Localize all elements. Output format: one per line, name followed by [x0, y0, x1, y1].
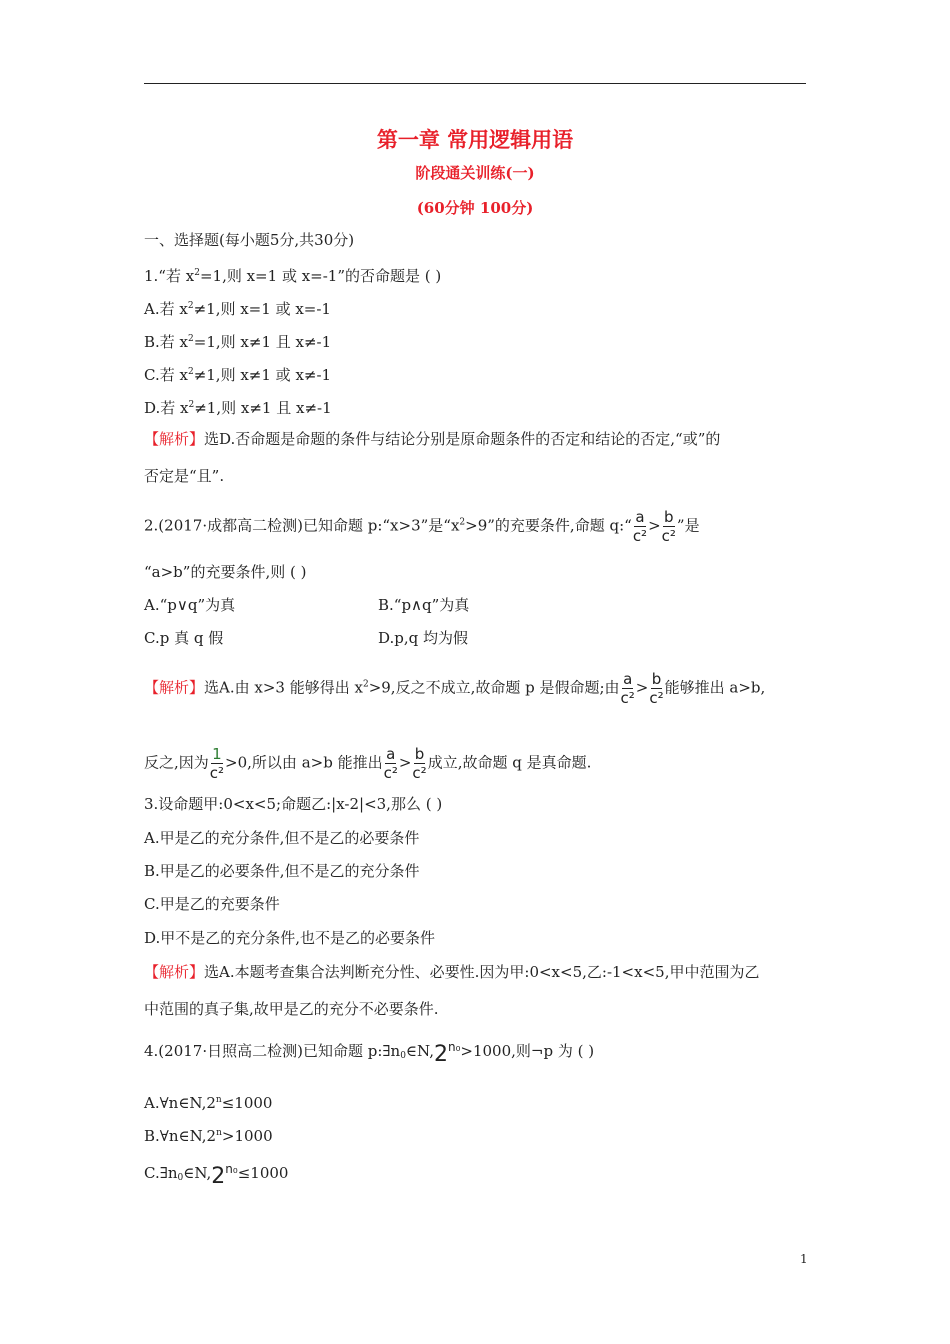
fraction-a-over-c2: $\frac{a}{\text{c²}}$	[620, 670, 635, 707]
fraction-1-over-c2: $\frac{1}{\text{c²}}$	[209, 745, 225, 782]
q1-option-c: C.若 $x^2\ne 1$,则 x≠1 或 x≠-1	[144, 366, 332, 384]
fraction-b-over-c2: $\frac{b}{\text{c²}}$	[649, 670, 664, 707]
q4-option-c: $C.\exists n0\in N,2^{n_0}\le 1000$	[144, 1162, 289, 1189]
power-2-n0: $2^{n_0}$	[433, 1040, 461, 1067]
q2-stem-line1: 2.(2017·成都高二检测)已知命题 p:“x>3”是“$x^2>9$”的充要条件,命题 q:“ $\frac{a}{\text{c²}}$ > $\frac{b}{\text{c²}}$ ”是	[144, 508, 700, 545]
fraction-a-over-c2: $\frac{a}{\text{c²}}$	[632, 508, 648, 545]
q2-option-c: C.p 真 q 假	[144, 629, 224, 647]
fraction-b-over-c2: $\frac{b}{\text{c²}}$	[412, 745, 427, 782]
fraction-a-over-c2: $\frac{a}{\text{c²}}$	[383, 745, 398, 782]
q3-stem: 3.设命题甲:0<x<5;命题乙:|x-2|<3,那么 ( )	[144, 795, 443, 813]
q2-stem-line2: “a>b”的充要条件,则 ( )	[144, 563, 307, 581]
q3-option-a: A.甲是乙的充分条件,但不是乙的必要条件	[144, 829, 420, 847]
q4-stem: 4.(2017·日照高二检测)已知命题 $p:\exists n0\in N,2^{n_0}>1000$,则¬p 为 ( )	[144, 1040, 595, 1067]
q3-option-c: C.甲是乙的充要条件	[144, 895, 280, 913]
q2-option-d: D.p,q 均为假	[378, 629, 469, 647]
q1-option-a: A.若 $x^2\ne 1$,则 x=1 或 x=-1	[144, 300, 331, 318]
q4-option-b: $B.\forall n\in N,2^n>1000$	[144, 1127, 273, 1145]
chapter-title: 第一章 常用逻辑用语	[376, 127, 574, 152]
q1-option-b: B.若 $x^2=1$,则 x≠1 且 x≠-1	[144, 333, 332, 351]
q1-stem: 1.“若 $x^2=1$,则 x=1 或 x=-1”的否命题是 ( )	[144, 267, 442, 285]
fraction-b-over-c2: $\frac{b}{\text{c²}}$	[661, 508, 676, 545]
q1-option-d: D.若 $x^2\ne 1$,则 x≠1 且 x≠-1	[144, 399, 332, 417]
power-2-n0: $2^{n_0}$	[211, 1162, 238, 1189]
q2-analysis-line1: 【解析】选A.由 x>3 能够得出 $x^2>9$,反之不成立,故命题 p 是假命题;由 $\frac{a}{\text{c²}}$ > $\frac{b}{\text{c²}}$ 能够推出 a>b,	[144, 670, 766, 707]
q3-analysis-line1: 【解析】选A.本题考查集合法判断充分性、必要性.因为甲:0<x<5,乙:-1<x<5,甲中范围为乙	[144, 963, 760, 981]
q3-analysis-line2: 中范围的真子集,故甲是乙的充分不必要条件.	[144, 1000, 439, 1018]
header-rule	[144, 83, 806, 84]
analysis-tag: 【解析】	[144, 678, 205, 697]
q2-option-a: A.“p∨q”为真	[144, 596, 236, 614]
q3-option-d: D.甲不是乙的充分条件,也不是乙的必要条件	[144, 929, 436, 947]
section-heading: 一、选择题(每小题5分,共30分)	[144, 231, 355, 249]
section-subtitle: 阶段通关训练(一)	[415, 164, 535, 182]
analysis-tag: 【解析】	[144, 963, 205, 981]
time-score: (60分钟 100分)	[416, 199, 534, 217]
q4-option-a: $A.\forall n\in N,2^n\le 1000$	[144, 1094, 273, 1112]
q3-option-b: B.甲是乙的必要条件,但不是乙的充分条件	[144, 862, 420, 880]
q1-analysis-line2: 否定是“且”.	[144, 467, 225, 485]
q2-option-b: B.“p∧q”为真	[378, 596, 470, 614]
analysis-tag: 【解析】	[144, 430, 205, 448]
q2-analysis-line2: 反之,因为 $\frac{1}{\text{c²}}$ >0,所以由 a>b 能推出 $\frac{a}{\text{c²}}$ > $\frac{b}{\text{c²}}$ 成立,故命题 q 是真命题.	[144, 745, 592, 782]
page-number: 1	[800, 1252, 808, 1266]
q1-analysis-line1: 【解析】选D.否命题是命题的条件与结论分别是原命题条件的否定和结论的否定,“或”的	[144, 430, 721, 448]
